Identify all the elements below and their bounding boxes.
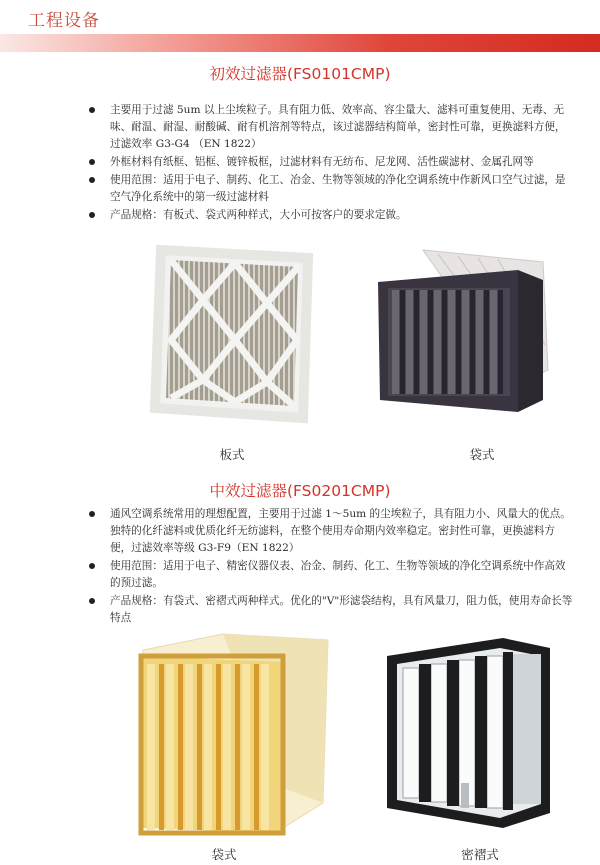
caption-yellow-bag: 袋式 [211,847,237,862]
list-item: 使用范围：适用于电子、制药、化工、冶金、生物等领域的净化空调系统中作新风口空气过滤，是空气净化系统中的第一级过滤材料 [84,172,574,206]
list-item: 产品规格：有板式、袋式两种样式，大小可按客户的要求定做。 [84,207,574,224]
list-item: 产品规格：有袋式、密褶式两种样式。优化的"V"形滤袋结构，具有风量刀，阻力低，使用寿命长等特点 [84,593,574,627]
bullet-icon [89,598,95,604]
caption-bag: 袋式 [469,447,495,462]
list-item: 通风空调系统常用的理想配置，主要用于过滤 1～5um 的尘埃粒子，具有阻力小、风量大的优点。独特的化纤滤料或优质化纤无纺滤料，在整个使用寿命期内效率稳定。密封性可靠，更换滤料方便，过滤效率等级 G3-F9（EN 1822） [84,506,574,557]
bullet-icon [89,159,95,165]
bullet-icon [89,177,95,183]
bullet-icon [89,107,95,113]
list-item: 主要用于过滤 5um 以上尘埃粒子。具有阻力低、效率高、容尘量大、滤料可重复使用、无毒、无味、耐温、耐湿、耐酸碱、耐有机溶剂等特点，该过滤器结构简单，密封性可靠，更换滤料方便，过滤效率 G3-G4 （EN 1822） [84,102,574,153]
header-title: 工程设备 [28,11,100,31]
section2-bullets [84,506,574,628]
bag-filter-image [368,240,558,425]
bullet-icon [89,511,95,517]
section1-title: 初效过滤器(FS0101CMP) [209,65,391,83]
bullet-icon [89,563,95,569]
panel-filter-image [143,240,318,425]
v-bank-filter-image [375,628,555,833]
caption-panel: 板式 [219,447,245,462]
section1-bullets [84,102,574,225]
list-item: 使用范围：适用于电子、精密仪器仪表、冶金、制药、化工、生物等领域的净化空调系统中作高效的预过滤。 [84,558,574,592]
list-item: 外框材料有纸框、铝框、镀锌板框，过滤材料有无纺布、尼龙网、活性碳滤材、金属孔网等 [84,154,574,171]
yellow-bag-filter-image [133,628,338,838]
bullet-icon [89,212,95,218]
page-header [0,0,600,52]
header-bar [0,34,600,52]
caption-v-bank: 密褶式 [461,847,499,862]
section2-title: 中效过滤器(FS0201CMP) [209,482,391,500]
